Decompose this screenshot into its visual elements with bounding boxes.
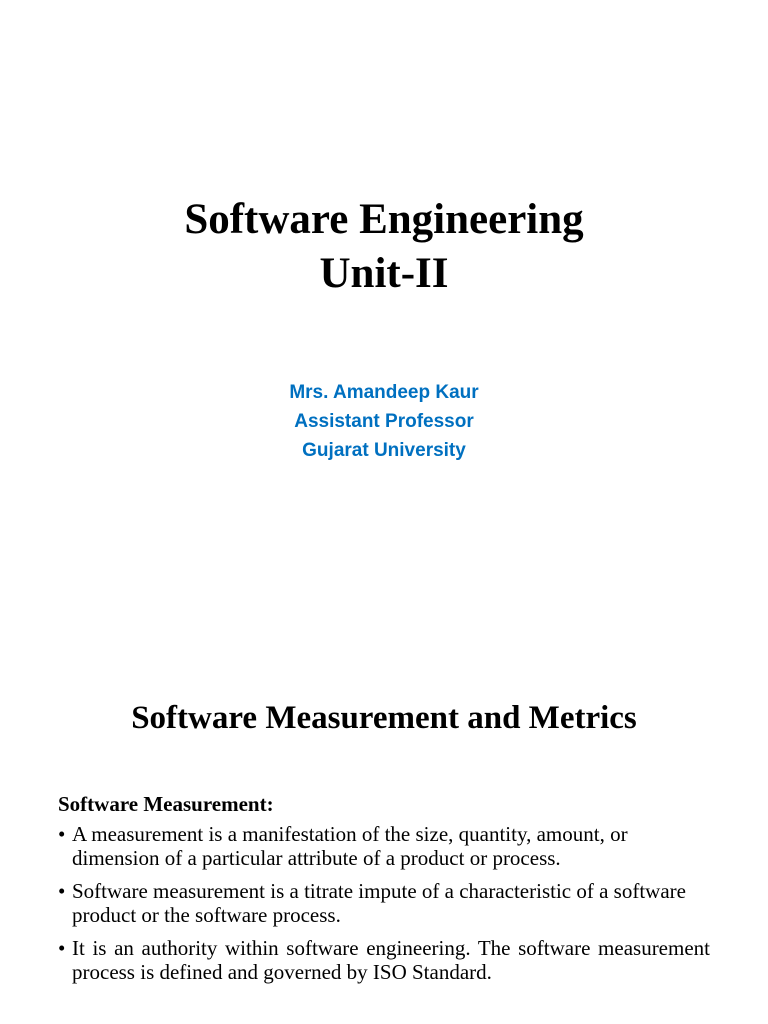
bullet-item: [58, 936, 710, 984]
content-slide-title: Software Measurement and Metrics: [131, 700, 637, 736]
slide-title-line-1: Software Engineering: [184, 196, 584, 243]
section-heading: Software Measurement:: [58, 792, 274, 816]
bullet-icon: •: [58, 879, 66, 903]
bullet-text: Software measurement is a titrate impute of a characteristic of a software product or the software process.: [72, 879, 686, 927]
content-slide: [0, 600, 768, 1024]
bullet-text: It is an authority within software engineering. The software measurement process is defined and governed by ISO Standard.: [72, 936, 710, 984]
bullet-text: A measurement is a manifestation of the size, quantity, amount, or dimension of a particular attribute of a product or process.: [72, 822, 628, 870]
bullet-list: [58, 822, 710, 993]
bullet-item: [58, 822, 710, 870]
presenter-organization: Gujarat University: [302, 440, 466, 461]
bullet-icon: •: [58, 936, 66, 960]
presenter-role: Assistant Professor: [294, 411, 474, 432]
slide-title-line-2: Unit-II: [319, 250, 449, 297]
presenter-name: Mrs. Amandeep Kaur: [289, 382, 479, 403]
bullet-item: [58, 879, 710, 927]
bullet-icon: •: [58, 822, 66, 846]
